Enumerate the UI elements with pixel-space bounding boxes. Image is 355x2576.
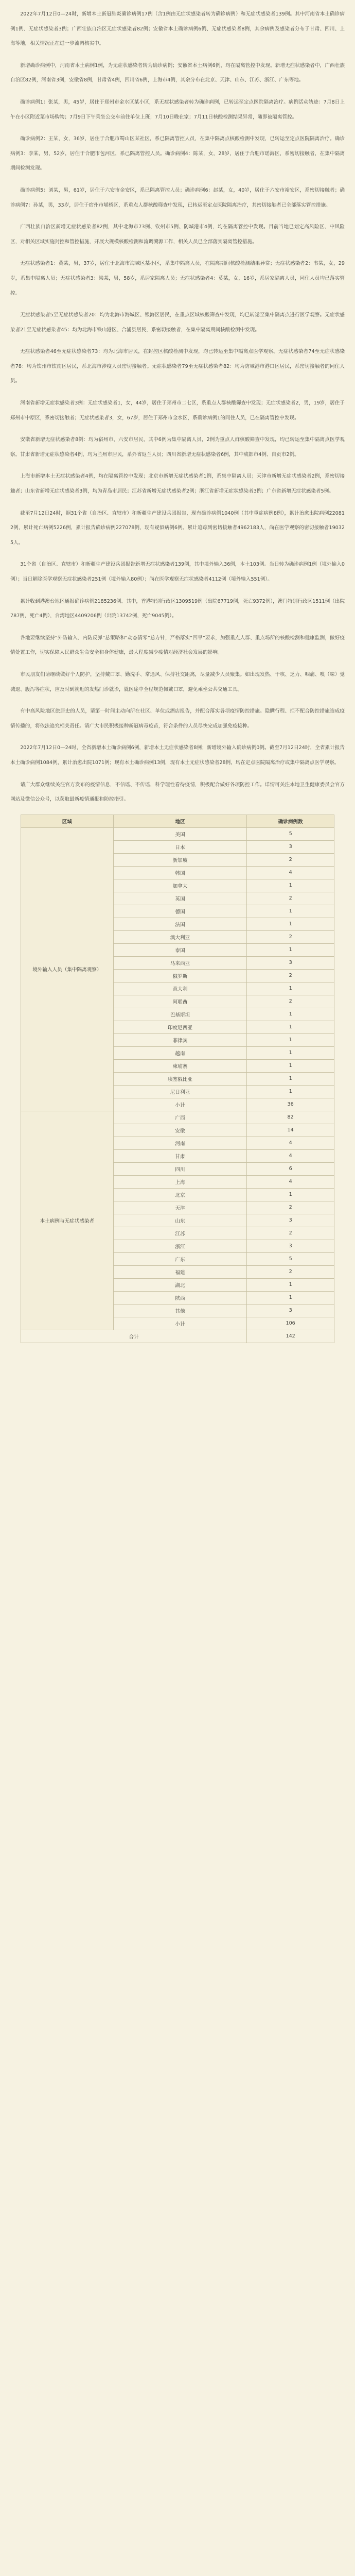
region-cell: 江苏 xyxy=(113,1227,247,1240)
region-cell: 越南 xyxy=(113,1046,247,1059)
region-cell: 柬埔寨 xyxy=(113,1059,247,1072)
article-paragraph: 请广大群众继续关注官方发布的疫情信息，不信谣、不传谣，科学理性看待疫情，积极配合做好各项防控工作。详情可关注本地卫生健康委员会官方网站及微信公众号，以获取最新疫情通报和防控指引。 xyxy=(10,782,345,803)
header-count: 确诊病例数 xyxy=(247,815,334,827)
region-cell: 菲律宾 xyxy=(113,1033,247,1046)
count-cell: 3 xyxy=(247,840,334,853)
count-cell: 14 xyxy=(247,1124,334,1137)
count-cell: 1 xyxy=(247,1033,334,1046)
region-cell: 泰国 xyxy=(113,943,247,956)
article-paragraph: 河南省新增无症状感染者3例：无症状感染者1，女，44岁，居住于郑州市二七区，系重点人群核酸筛查中发现；无症状感染者2，男，19岁，居住于郑州市中原区，系密切接触者；无症状感染者3，女，67岁，居住于郑州市金水区，系确诊病例1的同住人员，已在隔离管控中发现。 xyxy=(10,400,345,421)
case-table xyxy=(21,815,334,1343)
count-cell: 6 xyxy=(247,1162,334,1175)
count-cell: 4 xyxy=(247,1137,334,1149)
region-cell: 埃塞俄比亚 xyxy=(113,1072,247,1085)
count-cell: 4 xyxy=(247,1149,334,1162)
count-cell: 1 xyxy=(247,1072,334,1085)
count-cell: 3 xyxy=(247,1240,334,1252)
article-paragraph: 有中高风险地区旅居史的人员，请第一时间主动向所在社区、单位或酒店报告，并配合落实各项疫情防控措施。隐瞒行程、拒不配合防控措施造成疫情传播的，将依法追究相关责任。请广大市民积极接种新冠病毒疫苗，符合条件的人员尽快完成加强免疫接种。 xyxy=(10,708,345,729)
article-paragraph: 上海市新增本土无症状感染者4例，均在隔离管控中发现；北京市新增无症状感染者1例，系集中隔离人员；天津市新增无症状感染者2例，系密切接触者；山东省新增无症状感染者3例，均为青岛市居民；江苏省新增无症状感染者2例；浙江省新增无症状感染者3例；广东省新增无症状感染者5例。 xyxy=(10,473,345,495)
region-cell: 湖北 xyxy=(113,1278,247,1291)
region-cell: 马来西亚 xyxy=(113,956,247,969)
article-paragraph: 确诊病例5：刘某，男，61岁，居住于六安市金安区，系已隔离管控人员；确诊病例6：赵某，女，40岁，居住于六安市裕安区，系密切接触者；确诊病例7：孙某，男，33岁，居住于宿州市埇桥区，系重点人群核酸筛查中发现，已转运至定点医院隔离治疗，其密切接触者已全部落实管控措施。 xyxy=(10,187,345,208)
count-cell: 1 xyxy=(247,982,334,995)
region-cell: 广东 xyxy=(113,1252,247,1265)
region-cell: 其他 xyxy=(113,1304,247,1317)
count-cell: 2 xyxy=(247,1265,334,1278)
region-cell: 意大利 xyxy=(113,982,247,995)
count-cell: 4 xyxy=(247,866,334,879)
count-cell: 1 xyxy=(247,1188,334,1201)
table-row xyxy=(21,1111,334,1124)
count-cell: 3 xyxy=(247,1214,334,1227)
count-cell: 2 xyxy=(247,1227,334,1240)
count-cell: 1 xyxy=(247,879,334,892)
count-cell: 1 xyxy=(247,1021,334,1033)
region-cell: 印度尼西亚 xyxy=(113,1021,247,1033)
count-cell: 1 xyxy=(247,918,334,930)
count-cell: 1 xyxy=(247,1008,334,1021)
count-cell: 1 xyxy=(247,1059,334,1072)
region-cell: 安徽 xyxy=(113,1124,247,1137)
region-cell: 广西 xyxy=(113,1111,247,1124)
header-area: 区域 xyxy=(21,815,114,827)
region-cell: 德国 xyxy=(113,905,247,918)
count-cell: 2 xyxy=(247,995,334,1008)
region-cell: 福建 xyxy=(113,1265,247,1278)
count-cell: 1 xyxy=(247,905,334,918)
region-cell: 浙江 xyxy=(113,1240,247,1252)
region-cell: 俄罗斯 xyxy=(113,969,247,982)
region-cell: 陕西 xyxy=(113,1291,247,1304)
count-cell: 1 xyxy=(247,1291,334,1304)
count-cell: 2 xyxy=(247,1201,334,1214)
table-body xyxy=(21,827,334,1343)
region-cell: 加拿大 xyxy=(113,879,247,892)
region-cell: 天津 xyxy=(113,1201,247,1214)
group-label: 境外输入人员（集中隔离观察） xyxy=(21,827,114,1111)
region-cell: 韩国 xyxy=(113,866,247,879)
count-cell: 5 xyxy=(247,827,334,840)
count-cell: 3 xyxy=(247,1304,334,1317)
article-paragraph: 无症状感染者5至无症状感染者20：均为北海市海城区、银海区居民，在重点区域核酸筛查中发现，均已转运至集中隔离点进行医学观察。无症状感染者21至无症状感染者45：均为北海市铁山港区、合浦县居民，系密切接触者，在集中隔离期间核酸检测中发现。 xyxy=(10,312,345,333)
region-cell: 美国 xyxy=(113,827,247,840)
count-cell: 2 xyxy=(247,892,334,905)
article-paragraph: 无症状感染者46至无症状感染者73：均为北海市居民，在封控区核酸检测中发现，均已转运至集中隔离点医学观察。无症状感染者74至无症状感染者78：均为钦州市钦南区居民，系北海市涉疫人员密切接触者。无症状感染者79至无症状感染者82：均为防城港市港口区居民，系密切接触者的同住人员。 xyxy=(10,349,345,384)
count-cell: 3 xyxy=(247,956,334,969)
article-body xyxy=(10,7,345,807)
region-cell: 小计 xyxy=(113,1317,247,1330)
table-total-row xyxy=(21,1330,334,1343)
table-header-row xyxy=(21,815,334,827)
article-paragraph: 累计收到港澳台地区通报确诊病例2185236例。其中，香港特别行政区1309519例（出院67719例，死亡9372例），澳门特别行政区1511例（出院787例，死亡4例），台湾地区4409206例（出院13742例，死亡9045例）。 xyxy=(10,598,345,619)
count-cell: 1 xyxy=(247,1046,334,1059)
count-cell: 1 xyxy=(247,943,334,956)
article-paragraph: 确诊病例2：王某，女，36岁，居住于合肥市蜀山区某社区，系已隔离管控人员，在集中隔离点核酸检测中发现，已转运至定点医院隔离治疗。确诊病例3：李某，男，52岁，居住于合肥市包河区，系已隔离管控人员。确诊病例4：陈某，女，28岁，居住于合肥市瑶海区，系密切接触者，在集中隔离期间检测发现。 xyxy=(10,136,345,172)
count-cell: 36 xyxy=(247,1098,334,1111)
article-paragraph: 市民朋友们请继续做好个人防护，坚持戴口罩、勤洗手、常通风、保持社交距离，尽量减少人员聚集。如出现发热、干咳、乏力、咽痛、嗅（味）觉减退、腹泻等症状，应及时到就近的发热门诊就诊，就医途中全程规范佩戴口罩，避免乘坐公共交通工具。 xyxy=(10,671,345,692)
article-paragraph: 广西壮族自治区新增无症状感染者82例，其中北海市73例、钦州市5例、防城港市4例，均在隔离管控中发现。目前当地已划定高风险区、中风险区，对相关区域实施封控和管控措施，开展大规模核酸检测和流调溯源工作，相关人员已全部落实隔离管控措施。 xyxy=(10,224,345,245)
article-paragraph: 31个省（自治区、直辖市）和新疆生产建设兵团报告新增无症状感染者139例，其中境外输入36例，本土103例。当日转为确诊病例1例（境外输入0例）；当日解除医学观察无症状感染者251例（境外输入80例）；尚在医学观察无症状感染者4112例（境外输入551例）。 xyxy=(10,562,345,582)
count-cell: 4 xyxy=(247,1175,334,1188)
region-cell: 巴基斯坦 xyxy=(113,1008,247,1021)
count-cell: 106 xyxy=(247,1317,334,1330)
article-paragraph: 确诊病例1：张某，男，45岁，居住于郑州市金水区某小区，系无症状感染者转为确诊病例，已转运至定点医院隔离治疗。病例活动轨迹：7月8日上午在小区附近菜市场购物；7月9日下午乘坐公交车前往单位上班；7月10日晚在家；7月11日核酸检测结果异常，随即被隔离管控。 xyxy=(10,99,345,120)
region-cell: 甘肃 xyxy=(113,1149,247,1162)
article-paragraph: 无症状感染者1：黄某，男，37岁，居住于北海市海城区某小区，系集中隔离人员，在隔离期间核酸检测结果异常；无症状感染者2：韦某，女，29岁，系集中隔离人员；无症状感染者3：梁某，男，58岁，系居家隔离人员；无症状感染者4：莫某，女，16岁，系居家隔离人员，同住人员均已落实管控。 xyxy=(10,261,345,296)
region-cell: 英国 xyxy=(113,892,247,905)
count-cell: 1 xyxy=(247,1278,334,1291)
total-label: 合计 xyxy=(21,1330,247,1343)
header-region: 地区 xyxy=(113,815,247,827)
count-cell: 5 xyxy=(247,1252,334,1265)
article-paragraph: 新增确诊病例中，河南省本土病例1例，为无症状感染者转为确诊病例；安徽省本土病例6例，均在隔离管控中发现。新增无症状感染者中，广西壮族自治区82例，河南省3例，安徽省8例，甘肃省4例，四川省6例，上海市4例，其余分布在北京、天津、山东、江苏、浙江、广东等地。 xyxy=(10,62,345,83)
total-value: 142 xyxy=(247,1330,334,1343)
region-cell: 尼日利亚 xyxy=(113,1085,247,1098)
count-cell: 1 xyxy=(247,1085,334,1098)
region-cell: 上海 xyxy=(113,1175,247,1188)
article-paragraph: 截至7月12日24时，据31个省（自治区、直辖市）和新疆生产建设兵团报告，现有确诊病例1040例（其中重症病例8例），累计治愈出院病例220812例，累计死亡病例5226例，累计报告确诊病例227078例，现有疑似病例6例。累计追踪到密切接触者4962183人，尚在医学观察的密切接触者190325人。 xyxy=(10,510,345,546)
article-paragraph: 2022年7月12日0—24时，新增本土新冠肺炎确诊病例17例（含1例由无症状感染者转为确诊病例）和无症状感染者139例。其中河南省本土确诊病例1例、无症状感染者3例；广西壮族自治区无症状感染者82例；安徽省本土确诊病例6例、无症状感染者8例，其余病例及感染者分布于甘肃、四川、上海等地，相关情况正在进一步流调核实中。 xyxy=(10,11,345,47)
count-cell: 82 xyxy=(247,1111,334,1124)
region-cell: 小计 xyxy=(113,1098,247,1111)
table-row xyxy=(21,827,334,840)
group-label: 本土病例与无症状感染者 xyxy=(21,1111,114,1330)
region-cell: 日本 xyxy=(113,840,247,853)
region-cell: 法国 xyxy=(113,918,247,930)
article-paragraph: 2022年7月12日0—24时，全省新增本土确诊病例6例，新增本土无症状感染者8例；新增境外输入确诊病例0例。截至7月12日24时，全省累计报告本土确诊病例1084例，累计治愈出院1071例；现有本土确诊病例13例，现有本土无症状感染者28例，均在定点医院隔离治疗或集中隔离点医学观察。 xyxy=(10,745,345,766)
count-cell: 2 xyxy=(247,969,334,982)
region-cell: 阿联酋 xyxy=(113,995,247,1008)
region-cell: 四川 xyxy=(113,1162,247,1175)
region-cell: 新加坡 xyxy=(113,853,247,866)
region-cell: 北京 xyxy=(113,1188,247,1201)
region-cell: 澳大利亚 xyxy=(113,930,247,943)
count-cell: 2 xyxy=(247,930,334,943)
region-cell: 山东 xyxy=(113,1214,247,1227)
article-paragraph: 安徽省新增无症状感染者8例：均为宿州市、六安市居民，其中6例为集中隔离人员，2例为重点人群核酸筛查中发现，均已转运至集中隔离点医学观察。甘肃省新增无症状感染者4例，均为兰州市居民，系外省返兰人员；四川省新增无症状感染者6例，其中成都市4例、自贡市2例。 xyxy=(10,437,345,457)
region-cell: 河南 xyxy=(113,1137,247,1149)
count-cell: 2 xyxy=(247,853,334,866)
article-paragraph: 各地要继续坚持“外防输入、内防反弹”总策略和“动态清零”总方针，严格落实“四早”要求，加强重点人群、重点场所的核酸检测和健康监测，做好疫情处置工作，切实保障人民群众生命安全和身体健康，最大程度减少疫情对经济社会发展的影响。 xyxy=(10,635,345,656)
